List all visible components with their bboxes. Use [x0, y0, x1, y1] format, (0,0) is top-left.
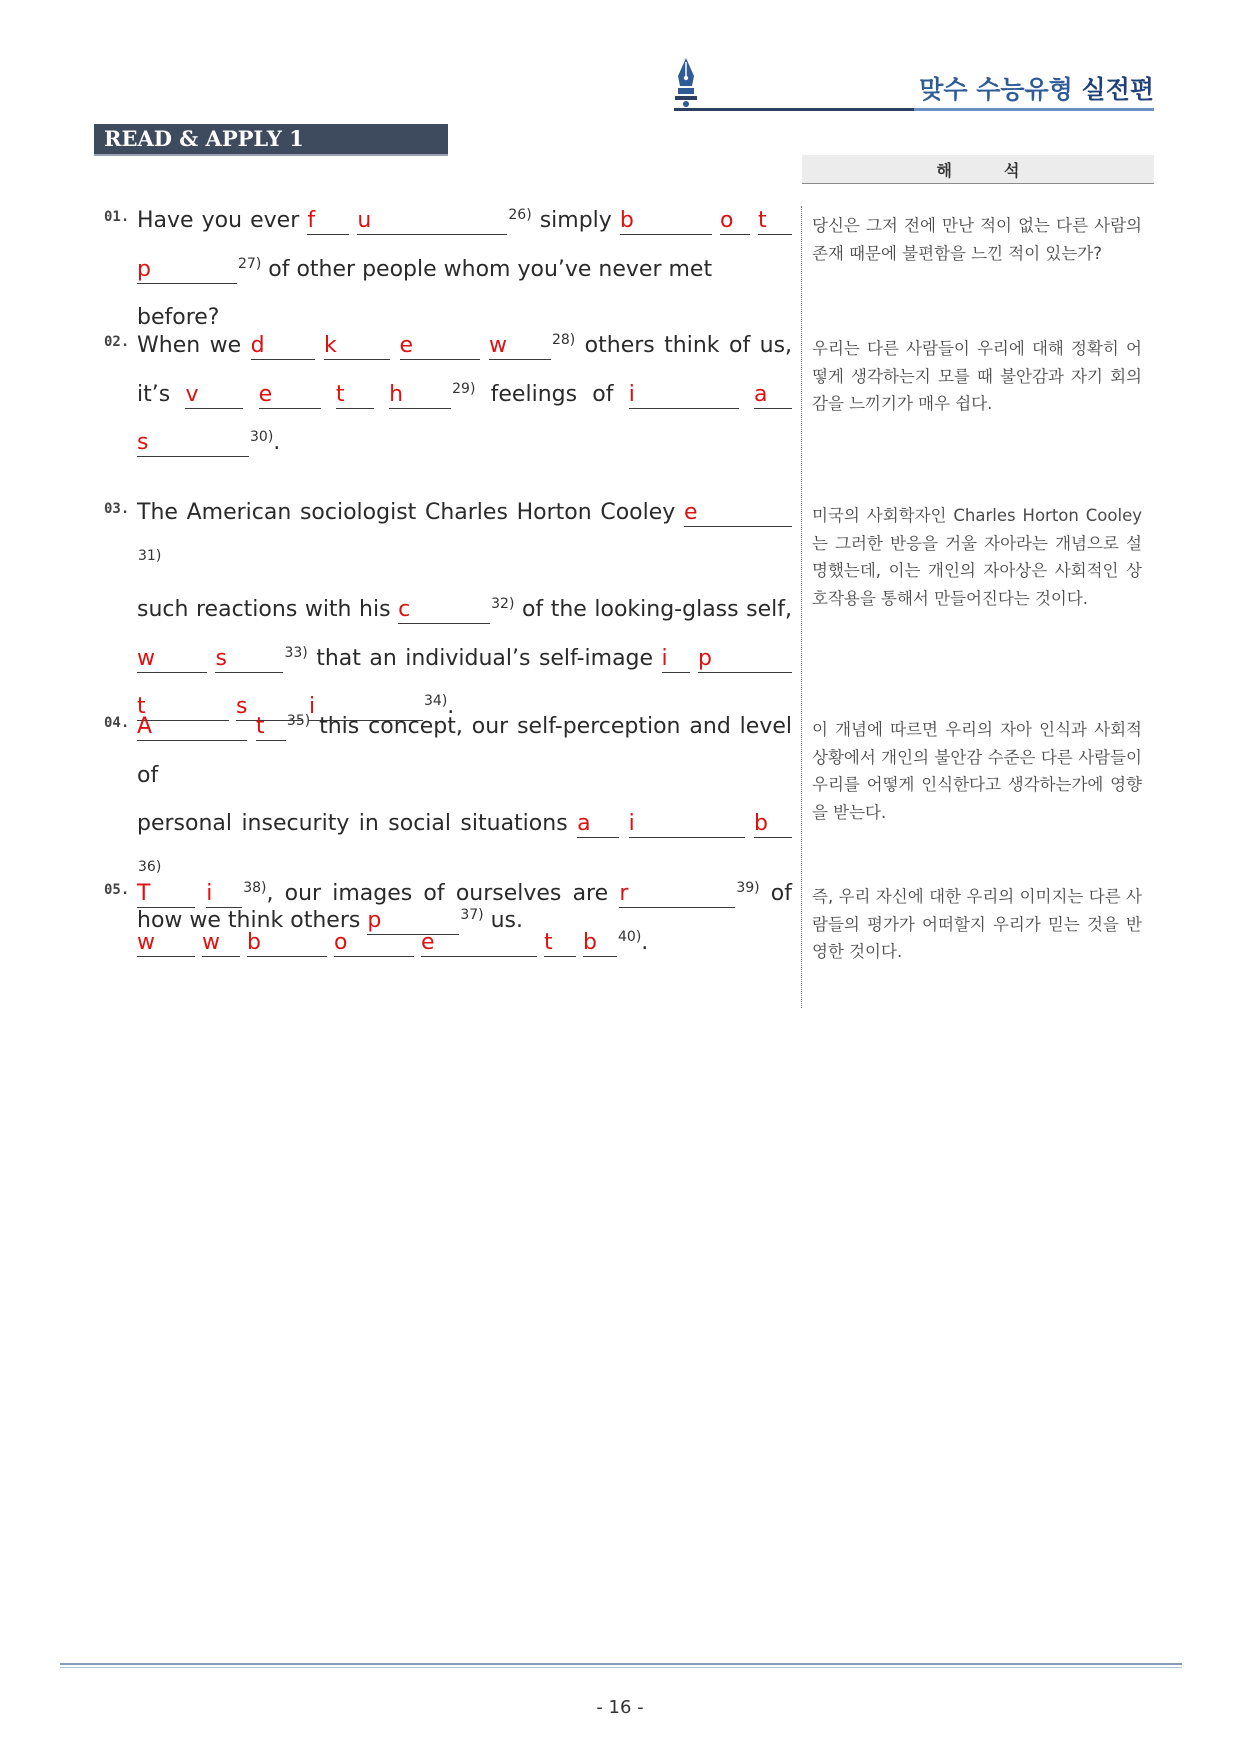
fill-in-blank[interactable]: f	[307, 208, 349, 235]
fill-in-blank[interactable]: d	[251, 333, 315, 360]
fill-in-blank[interactable]: p	[137, 257, 237, 284]
korean-translation: 미국의 사회학자인 Charles Horton Cooley는 그러한 반응을 거울 자아라는 개념으로 설명했는데, 이는 개인의 자아상은 사회적인 상호작용을 통해서 만들어진다는 것이다.	[812, 506, 1142, 608]
passage-text	[712, 208, 720, 233]
passage-text	[414, 930, 421, 955]
fill-in-blank[interactable]: r	[619, 881, 735, 908]
english-passage	[137, 197, 792, 343]
fill-in-blank[interactable]: b	[247, 930, 327, 957]
passage-text: .	[641, 929, 649, 955]
fill-in-blank[interactable]: t	[137, 694, 229, 721]
passage-text	[207, 646, 215, 671]
item-number: 03.	[104, 501, 130, 517]
fill-in-blank[interactable]: w	[137, 930, 195, 957]
passage-text	[390, 333, 399, 358]
passage-line	[137, 197, 792, 246]
passage-text: of the looking-glass self,	[514, 597, 793, 622]
book-title-emphasis: 실전편	[1081, 75, 1154, 104]
header-rule-light	[914, 108, 1154, 111]
blank-number: 36)	[138, 858, 162, 875]
passage-line	[137, 419, 792, 468]
passage-text: us.	[483, 908, 524, 933]
passage-text: this concept, our self-perception and level of	[137, 714, 792, 788]
blank-number: 26)	[508, 207, 532, 223]
passage-text	[240, 930, 247, 955]
passage-text	[327, 930, 334, 955]
passage-text	[247, 714, 256, 739]
passage-text	[739, 382, 754, 407]
passage-text: it’s	[137, 381, 186, 407]
passage-text	[537, 930, 544, 955]
blank-number: 30)	[250, 429, 274, 445]
fill-in-blank[interactable]: e	[259, 382, 321, 409]
passage-text	[576, 930, 583, 955]
translation-header-left: 해	[936, 160, 952, 180]
item-number: 04.	[104, 715, 130, 731]
passage-text: how we think others	[137, 908, 368, 933]
passage-text	[349, 208, 357, 233]
blank-number: 39)	[736, 880, 760, 896]
blank-number: 33)	[284, 644, 308, 661]
fill-in-blank[interactable]: i	[629, 811, 745, 838]
blank-number: 34)	[424, 693, 448, 709]
fill-in-blank[interactable]: o	[720, 208, 750, 235]
fill-in-blank[interactable]: i	[662, 646, 690, 673]
fill-in-blank[interactable]: t	[758, 208, 792, 235]
footer-rule-light	[60, 1667, 1182, 1668]
book-title-main: 맞수 수능유형	[919, 75, 1073, 104]
passage-text: of	[759, 881, 792, 906]
fill-in-blank[interactable]: e	[400, 333, 480, 360]
fill-in-blank[interactable]: h	[389, 382, 451, 409]
passage-text	[690, 646, 698, 671]
fill-in-blank[interactable]: w	[202, 930, 240, 957]
fill-in-blank[interactable]: b	[754, 811, 792, 838]
item-number: 01.	[104, 209, 130, 225]
fill-in-blank[interactable]: i	[629, 382, 739, 409]
korean-translation: 이 개념에 따르면 우리의 자아 인식과 사회적 상황에서 개인의 불안감 수준은 다른 사람들이 우리를 어떻게 인식한다고 생각하는가에 영향을 받는다.	[812, 720, 1142, 822]
passage-text	[750, 208, 758, 233]
fill-in-blank[interactable]: t	[544, 930, 576, 957]
english-passage	[137, 489, 792, 732]
passage-line	[137, 870, 792, 919]
blank-number: 31)	[138, 547, 162, 564]
passage-text	[619, 811, 628, 836]
passage-text	[195, 881, 206, 906]
fill-in-blank[interactable]: w	[137, 646, 207, 673]
fill-in-blank[interactable]: t	[336, 382, 374, 409]
passage-text: , our images of ourselves are	[266, 881, 620, 906]
blank-number: 32)	[491, 596, 515, 612]
passage-text: others think of us,	[575, 333, 793, 358]
fill-in-blank[interactable]: i	[206, 881, 242, 908]
header-rule-dark	[674, 108, 914, 111]
item-number: 02.	[104, 334, 130, 350]
fill-in-blank[interactable]: t	[256, 714, 286, 741]
footer-rule	[60, 1663, 1182, 1665]
passage-line	[137, 919, 792, 968]
blank-number: 27)	[238, 255, 262, 272]
fill-in-blank[interactable]: p	[698, 646, 792, 673]
passage-text: .	[447, 694, 455, 719]
blank-number: 37)	[460, 907, 484, 923]
fill-in-blank[interactable]: p	[367, 908, 459, 935]
fill-in-blank[interactable]: a	[754, 382, 792, 409]
translation-header	[802, 155, 1154, 184]
english-passage	[137, 870, 792, 967]
passage-text	[195, 930, 202, 955]
passage-line	[137, 635, 792, 684]
passage-text: Have you ever	[137, 208, 308, 233]
fill-in-blank[interactable]: b	[620, 208, 712, 235]
fill-in-blank[interactable]: e	[421, 930, 537, 957]
fill-in-blank[interactable]: k	[324, 333, 390, 360]
fill-in-blank[interactable]: s	[137, 430, 249, 457]
fill-in-blank[interactable]: a	[577, 811, 619, 838]
blank-number: 38)	[243, 880, 267, 896]
passage-line	[137, 703, 792, 800]
passage-text: feelings of	[475, 381, 629, 407]
passage-text	[374, 382, 389, 407]
english-passage	[137, 322, 792, 468]
fill-in-blank[interactable]: i	[309, 694, 423, 721]
passage-text	[480, 333, 489, 358]
fill-in-blank[interactable]: A	[137, 714, 247, 741]
fill-in-blank[interactable]: u	[357, 208, 507, 235]
fill-in-blank[interactable]: c	[398, 597, 490, 624]
passage-text: The American sociologist Charles Horton Cooley	[137, 500, 684, 525]
korean-translation: 즉, 우리 자신에 대한 우리의 이미지는 다른 사람들의 평가가 어떠할지 우리가 믿는 것을 반영한 것이다.	[812, 887, 1142, 961]
fill-in-blank[interactable]: v	[185, 382, 243, 409]
passage-text: such reactions with his	[137, 597, 399, 622]
passage-text: .	[273, 430, 281, 455]
book-title	[880, 70, 1154, 106]
passage-text	[315, 333, 324, 358]
blank-number: 40)	[618, 928, 642, 945]
section-title: READ & APPLY 1	[94, 124, 448, 154]
fill-in-blank[interactable]: T	[137, 881, 195, 908]
passage-text: of other people whom you’ve never met before?	[137, 256, 713, 330]
passage-text	[243, 382, 258, 407]
section-title-underline	[94, 154, 448, 156]
passage-text: When we	[137, 333, 251, 358]
fill-in-blank[interactable]: e	[684, 500, 792, 527]
column-divider	[801, 206, 802, 1008]
korean-translation: 당신은 그저 전에 만난 적이 없는 다른 사람의 존재 때문에 불편함을 느낀 적이 있는가?	[812, 216, 1142, 263]
blank-number: 28)	[551, 332, 576, 348]
item-number: 05.	[104, 882, 130, 898]
passage-line	[137, 322, 792, 371]
page-number: - 16 -	[596, 1697, 644, 1718]
passage-text	[745, 811, 754, 836]
fill-in-blank[interactable]: o	[334, 930, 414, 957]
passage-text: that an individual’s self-image	[307, 645, 662, 671]
fill-in-blank[interactable]: s	[215, 646, 283, 673]
fill-in-blank[interactable]: s	[236, 694, 302, 721]
passage-line	[137, 586, 792, 635]
passage-line	[137, 489, 792, 586]
blank-number: 35)	[286, 713, 311, 729]
translation-header-right: 석	[1004, 160, 1020, 180]
passage-text	[321, 382, 336, 407]
fill-in-blank[interactable]: w	[489, 333, 551, 360]
blank-number: 29)	[452, 380, 476, 397]
korean-translation: 우리는 다른 사람들이 우리에 대해 정확히 어떻게 생각하는지 모를 때 불안감과 자기 회의감을 느끼기가 매우 쉽다.	[812, 339, 1142, 413]
passage-text: personal insecurity in social situations	[137, 811, 578, 836]
fountain-pen-nib-icon	[672, 56, 700, 108]
passage-line	[137, 371, 792, 420]
fill-in-blank[interactable]: b	[583, 930, 617, 957]
passage-text: simply	[531, 208, 620, 233]
